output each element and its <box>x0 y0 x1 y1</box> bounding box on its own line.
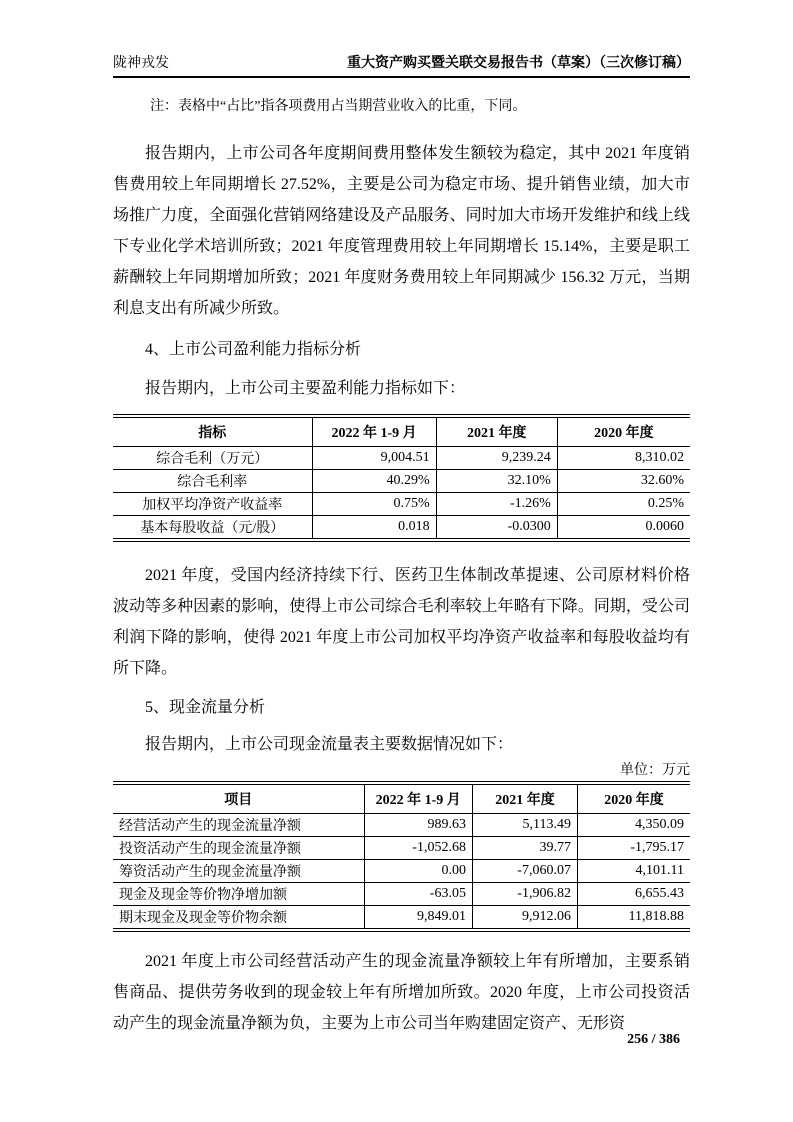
section-heading-profit: 4、上市公司盈利能力指标分析 <box>145 341 362 358</box>
column-header: 2020 年度 <box>577 783 690 814</box>
page-header <box>113 52 690 78</box>
table-row <box>113 814 690 837</box>
table-cell: 0.25% <box>557 493 690 516</box>
table-cell: 11,818.88 <box>577 906 690 931</box>
paragraph-margin-decline: 2021 年度，受国内经济持续下行、医药卫生体制改革提速、公司原材料价格波动等多种因素的影响，使得上市公司综合毛利率较上年略有下降。同期，受公司利润下降的影响，使得 2021 年度上市公司加权平均净资产收益率和每股收益均有所下降。 <box>113 567 690 677</box>
row-label: 筹资活动产生的现金流量净额 <box>113 860 364 883</box>
table-cell: 9,239.24 <box>436 447 557 470</box>
row-label: 基本每股收益（元/股） <box>140 521 285 536</box>
table-header-row <box>113 416 690 447</box>
header-company-name: 陇神戎发 <box>113 56 169 71</box>
paragraph-expense-analysis: 报告期内，上市公司各年度期间费用整体发生额较为稳定，其中 2021 年度销售费用较上年同期增长 27.52%，主要是公司为稳定市场、提升销售业绩，加大市场推广力度，全面强化营销网络建设及产品服务、同时加大市场开发维护和线上线下专业化学术培训所致；2021 年度管理费用较上年同期增长 15.14%，主要是职工薪酬较上年同期增加所致；2021 年度财务费用较上年同期减少 156.32 万元，当期利息支出有所减少所致。 <box>113 145 690 317</box>
cashflow-table <box>113 781 690 932</box>
column-header: 2021 年度 <box>436 416 557 447</box>
page-number: 256 / 386 <box>627 1032 680 1047</box>
row-label: 综合毛利率 <box>113 470 312 493</box>
table-cell: 989.63 <box>364 814 472 837</box>
table-cell: 0.75% <box>312 493 436 516</box>
column-header: 2022 年 1-9 月 <box>312 416 436 447</box>
profit-indicators-table <box>113 414 690 542</box>
table-row <box>113 516 690 541</box>
table-row <box>113 883 690 906</box>
row-label: 投资活动产生的现金流量净额 <box>113 837 364 860</box>
table-cell: 0.018 <box>312 516 436 541</box>
table-cell: -0.0300 <box>436 516 557 541</box>
table-row <box>113 493 690 516</box>
table-row <box>113 906 690 931</box>
table-cell: 40.29% <box>312 470 436 493</box>
row-label: 期末现金及现金等价物余额 <box>119 911 287 926</box>
table-row <box>113 470 690 493</box>
column-header: 2020 年度 <box>557 416 690 447</box>
table-cell: 5,113.49 <box>472 814 577 837</box>
section-heading-cashflow: 5、现金流量分析 <box>145 699 266 716</box>
table-cell: 9,849.01 <box>364 906 472 931</box>
row-label: 经营活动产生的现金流量净额 <box>113 814 364 837</box>
column-header: 2021 年度 <box>472 783 577 814</box>
unit-label: 单位：万元 <box>620 763 690 778</box>
table-cell: -1,906.82 <box>472 883 577 906</box>
table-cell: 32.10% <box>436 470 557 493</box>
table-cell: -7,060.07 <box>472 860 577 883</box>
table-cell: 9,912.06 <box>472 906 577 931</box>
table-header-row <box>113 783 690 814</box>
column-header: 项目 <box>113 783 364 814</box>
table-cell: 0.0060 <box>557 516 690 541</box>
header-doc-title: 重大资产购买暨关联交易报告书（草案）（三次修订稿） <box>347 56 690 71</box>
table-cell: 4,101.11 <box>577 860 690 883</box>
row-label: 现金及现金等价物净增加额 <box>113 883 364 906</box>
table-cell: 9,004.51 <box>312 447 436 470</box>
row-label: 加权平均净资产收益率 <box>113 493 312 516</box>
table-cell: 0.00 <box>364 860 472 883</box>
paragraph-cashflow-intro: 报告期内，上市公司现金流量表主要数据情况如下： <box>145 736 514 753</box>
table-cell: -1,052.68 <box>364 837 472 860</box>
table-cell: -63.05 <box>364 883 472 906</box>
table-cell: 4,350.09 <box>577 814 690 837</box>
row-label: 综合毛利（万元） <box>113 447 312 470</box>
table-row <box>113 447 690 470</box>
paragraph-cashflow-analysis: 2021 年度上市公司经营活动产生的现金流量净额较上年有所增加，主要系销售商品、提供劳务收到的现金较上年有所增加所致。2020 年度，上市公司投资活动产生的现金流量净额为负，主要为上市公司当年购建固定资产、无形资 <box>113 953 690 1032</box>
table-cell: 8,310.02 <box>557 447 690 470</box>
table-row <box>113 837 690 860</box>
column-header: 2022 年 1-9 月 <box>364 783 472 814</box>
table-row <box>113 860 690 883</box>
table-cell: 32.60% <box>557 470 690 493</box>
column-header: 指标 <box>113 416 312 447</box>
table-cell: -1.26% <box>436 493 557 516</box>
paragraph-profit-intro: 报告期内，上市公司主要盈利能力指标如下： <box>145 380 466 397</box>
table-cell: -1,795.17 <box>577 837 690 860</box>
table-cell: 6,655.43 <box>577 883 690 906</box>
table-cell: 39.77 <box>472 837 577 860</box>
note-paragraph: 注：表格中“占比”指各项费用占当期营业收入的比重，下同。 <box>150 99 527 114</box>
